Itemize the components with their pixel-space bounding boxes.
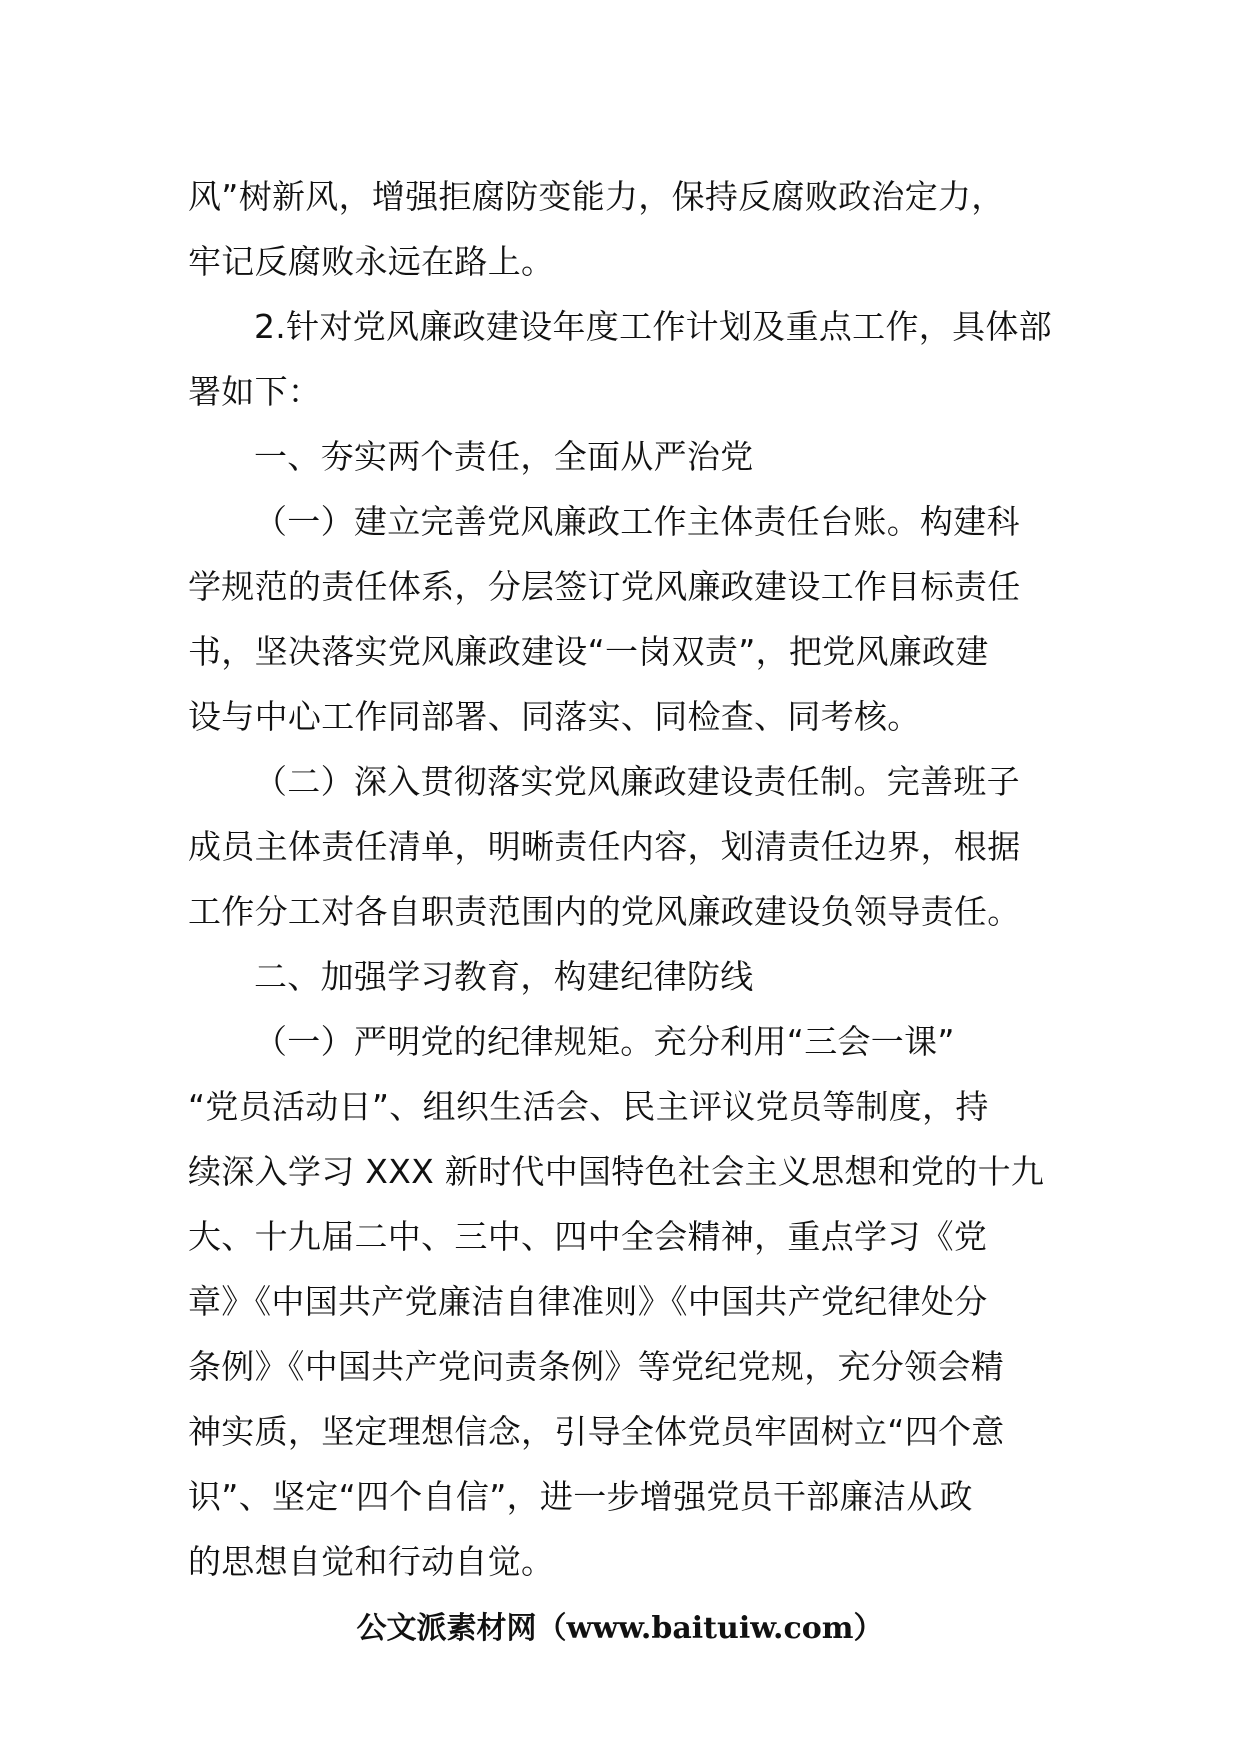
- text-line-4: 署如下：: [188, 372, 322, 411]
- text-line-2: 牢记反腐败永远在路上。: [188, 242, 555, 281]
- text-line-3: 2.针对党风廉政建设年度工作计划及重点工作，具体部: [254, 307, 1052, 346]
- text-line-6: （一）建立完善党风廉政工作主体责任台账。构建科: [254, 502, 1020, 541]
- section-heading-2: 二、加强学习教育，构建纪律防线: [254, 957, 754, 996]
- text-line-18: 章》《中国共产党廉洁自律准则》《中国共产党纪律处分: [188, 1282, 988, 1321]
- text-line-8: 书，坚决落实党风廉政建设“一岗双责”，把党风廉政建: [188, 632, 989, 671]
- text-line-20: 神实质，坚定理想信念，引导全体党员牢固树立“四个意: [188, 1412, 1005, 1451]
- text-line-15: “党员活动日”、组织生活会、民主评议党员等制度，持: [188, 1087, 989, 1126]
- text-line-14: （一）严明党的纪律规矩。充分利用“三会一课”: [254, 1022, 955, 1061]
- section-heading-1: 一、夯实两个责任，全面从严治党: [254, 437, 754, 476]
- body-paragraphs: [188, 164, 1068, 1594]
- document-body: [188, 164, 1068, 1594]
- text-line-12: 工作分工对各自职责范围内的党风廉政建设负领导责任。: [188, 892, 1021, 931]
- text-line-1: 风”树新风，增强拒腐防变能力，保持反腐败政治定力，: [188, 177, 1005, 216]
- text-line-10: （二）深入贯彻落实党风廉政建设责任制。完善班子: [254, 762, 1020, 801]
- text-line-19: 条例》《中国共产党问责条例》等党纪党规，充分领会精: [188, 1347, 1004, 1386]
- text-line-16: 续深入学习 XXX 新时代中国特色社会主义思想和党的十九: [188, 1152, 1045, 1191]
- text-line-21: 识”、坚定“四个自信”，进一步增强党员干部廉洁从政: [188, 1477, 973, 1516]
- text-line-7: 学规范的责任体系，分层签订党风廉政建设工作目标责任: [188, 567, 1021, 606]
- text-line-22: 的思想自觉和行动自觉。: [188, 1542, 555, 1581]
- text-line-17: 大、十九届二中、三中、四中全会精神，重点学习《党: [188, 1217, 988, 1256]
- text-line-9: 设与中心工作同部署、同落实、同检查、同考核。: [188, 697, 921, 736]
- text-line-11: 成员主体责任清单，明晰责任内容，划清责任边界，根据: [188, 827, 1021, 866]
- footer-watermark: 公文派素材网（www.baituiw.com）: [356, 1611, 884, 1646]
